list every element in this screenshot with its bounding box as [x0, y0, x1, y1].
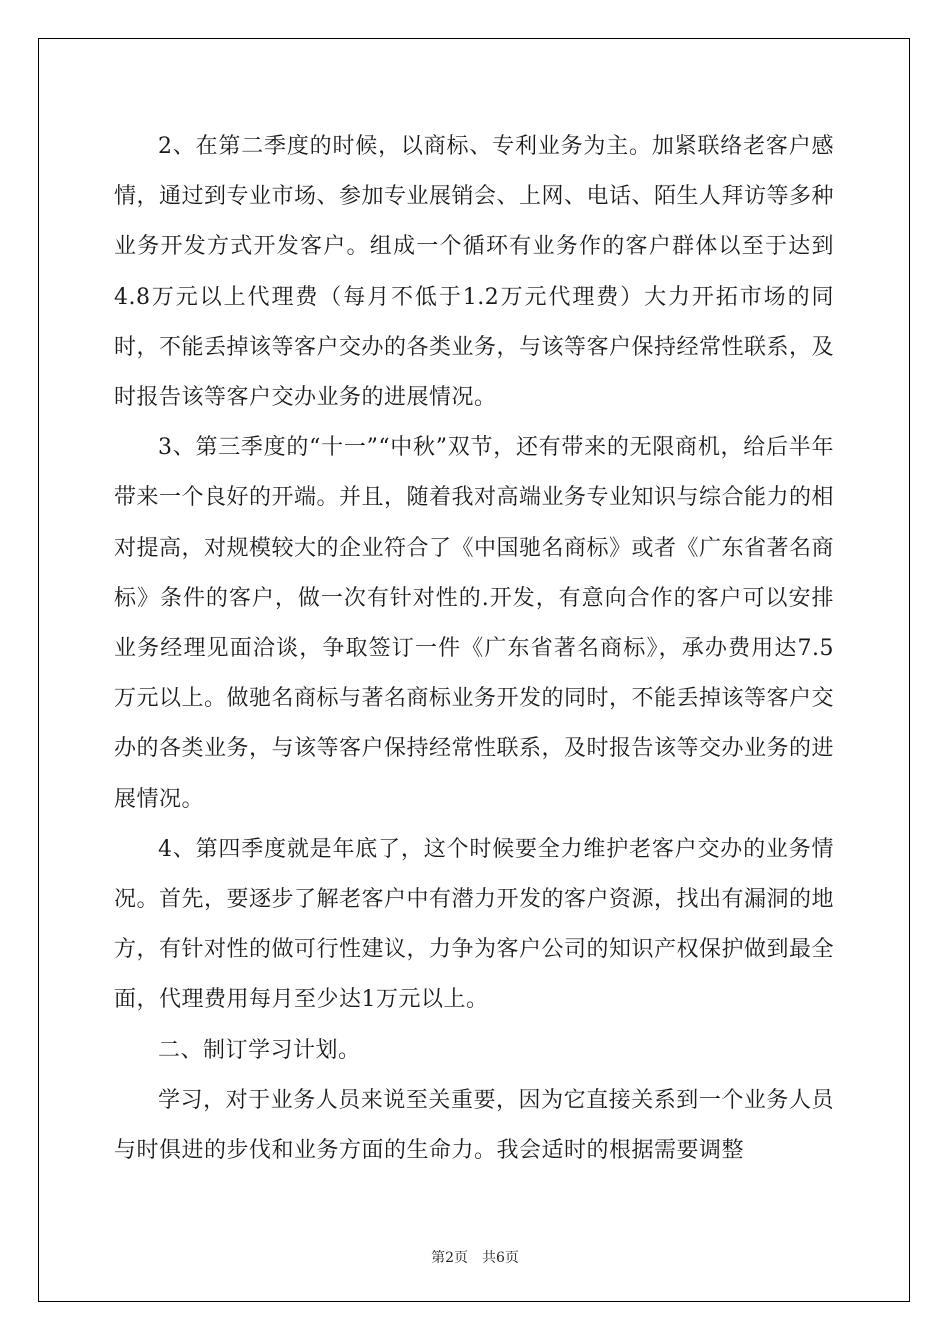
paragraph-q4-plan: 4、第四季度就是年底了，这个时候要全力维护老客户交办的业务情况。首先，要逐步了解老客户中有潜力开发的客户资源，找出有漏洞的地方，有针对性的做可行性建议，力争为客户公司的知识产权保护做到最全面，代理费用每月至少达1万元以上。: [114, 836, 835, 1013]
section-heading-study-plan: 二、制订学习计划。: [158, 1037, 361, 1063]
paragraph-q3-plan: 3、第三季度的“十一”“中秋”双节，还有带来的无限商机，给后半年带来一个良好的开端。并且，随着我对高端业务专业知识与综合能力的相对提高，对规模较大的企业符合了《中国驰名商标》或者《广东省著名商标》条件的客户，做一次有针对性的.开发，有意向合作的客户可以安排业务经理见面洽谈，争取签订一件《广东省著名商标》，承办费用达7.5万元以上。做驰名商标与著名商标业务开发的同时，不能丢掉该等客户交办的各类业务，与该等客户保持经常性联系，及时报告该等交办业务的进展情况。: [114, 435, 835, 812]
document-body: [114, 122, 834, 1176]
page-footer: [0, 1247, 950, 1267]
paragraph-study-intro: 学习，对于业务人员来说至关重要，因为它直接关系到一个业务人员与时俱进的步伐和业务方面的生命力。我会适时的根据需要调整: [114, 1087, 834, 1164]
paragraph-q2-plan: 2、在第二季度的时候，以商标、专利业务为主。加紧联络老客户感情，通过到专业市场、参加专业展销会、上网、电话、陌生人拜访等多种业务开发方式开发客户。组成一个循环有业务作的客户群体以至于达到4.8万元以上代理费（每月不低于1.2万元代理费）大力开拓市场的同时，不能丢掉该等客户交办的各类业务，与该等客户保持经常性联系，及时报告该等客户交办业务的进展情况。: [114, 134, 835, 411]
page-total: 共6页: [482, 1250, 519, 1266]
page-number: 第2页: [431, 1250, 468, 1266]
